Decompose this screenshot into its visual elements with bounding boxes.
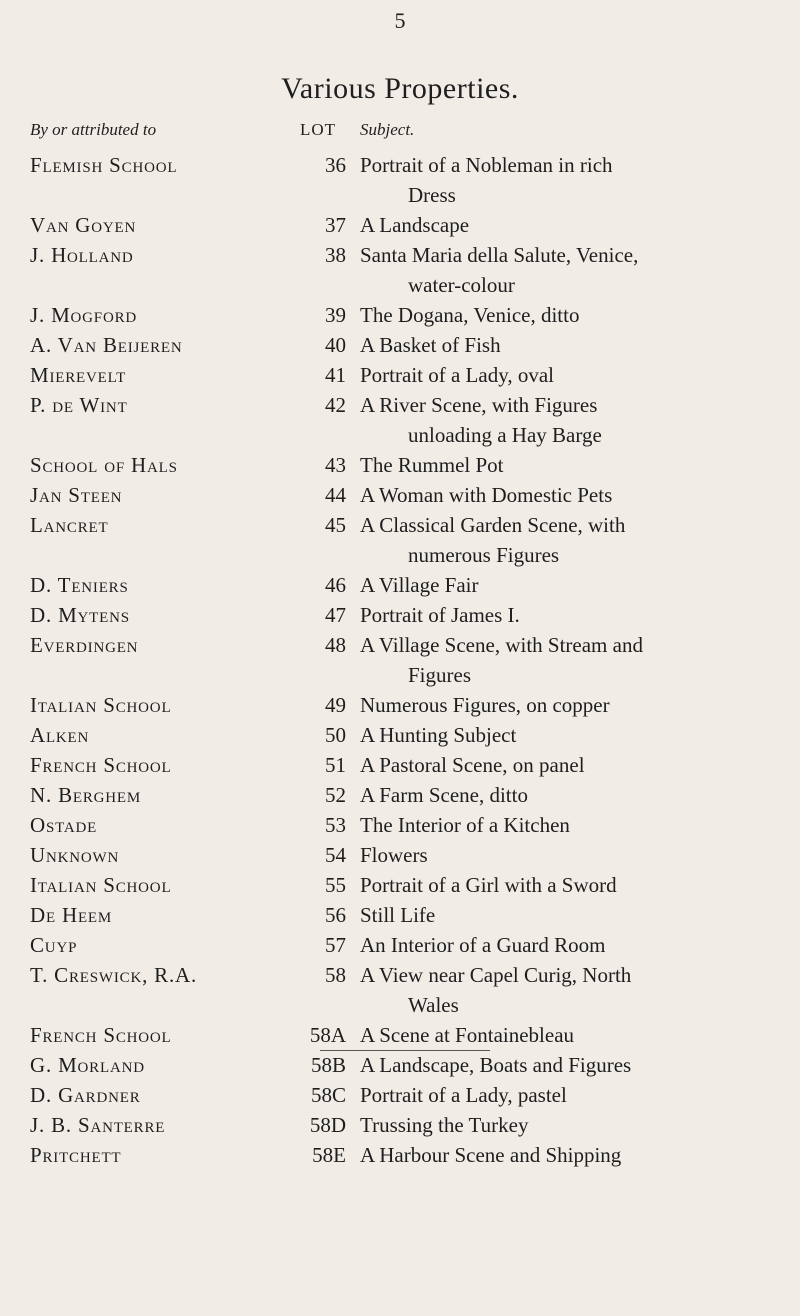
lot-number: 38: [325, 243, 346, 267]
artist-name: French School: [30, 1023, 172, 1047]
lot-row: [0, 300, 800, 330]
lot-number: 57: [325, 933, 346, 957]
lot-subject: [360, 240, 780, 300]
artist-name: Unknown: [30, 843, 120, 867]
lot-subject: [360, 1050, 780, 1080]
lot-subject: [360, 900, 780, 930]
lot-subject: [360, 480, 780, 510]
lot-subject: [360, 1140, 780, 1170]
lot-row: [0, 150, 800, 210]
lot-subject: [360, 630, 780, 690]
lot-subject-line: An Interior of a Guard Room: [360, 933, 606, 957]
artist-name: D. Gardner: [30, 1083, 141, 1107]
lot-number: 58D: [309, 1113, 346, 1137]
lot-row: [0, 810, 800, 840]
lot-number: 42: [325, 393, 346, 417]
artist-name: P. de Wint: [30, 393, 128, 417]
lot-subject-line: Portrait of a Nobleman in rich: [360, 153, 613, 177]
lot-row: [0, 1050, 800, 1080]
lot-subject-line: Still Life: [360, 903, 436, 927]
lot-number: 58A: [309, 1023, 346, 1047]
lot-subject-line: Portrait of a Lady, oval: [360, 363, 554, 387]
lot-number: 50: [325, 723, 346, 747]
lot-subject-line: The Interior of a Kitchen: [360, 813, 570, 837]
lot-row: [0, 450, 800, 480]
subject-column-header: Subject.: [360, 120, 415, 139]
lot-subject-line: The Rummel Pot: [360, 453, 504, 477]
lot-row: [0, 900, 800, 930]
lot-subject: [360, 390, 780, 450]
lot-number: 56: [325, 903, 346, 927]
lot-number: 48: [325, 633, 346, 657]
lot-row: [0, 930, 800, 960]
lot-subject: [360, 780, 780, 810]
artist-name: J. Mogford: [30, 303, 138, 327]
artist-name: G. Morland: [30, 1053, 145, 1077]
lot-subject: [360, 450, 780, 480]
lot-number: 58: [325, 963, 346, 987]
lot-row: [0, 1140, 800, 1170]
lot-number: 58E: [312, 1143, 346, 1167]
artist-name: De Heem: [30, 903, 113, 927]
lot-subject-line: A Woman with Domestic Pets: [360, 483, 613, 507]
artist-name: D. Teniers: [30, 573, 129, 597]
lot-list: [0, 150, 800, 1170]
lot-subject: [360, 930, 780, 960]
lot-number: 47: [325, 603, 346, 627]
lot-subject-line: A View near Capel Curig, North: [360, 963, 632, 987]
artist-name: Italian School: [30, 693, 172, 717]
lot-row: [0, 510, 800, 570]
lot-number: 52: [325, 783, 346, 807]
artist-column-header: By or attributed to: [30, 120, 157, 139]
artist-name: Pritchett: [30, 1143, 122, 1167]
lot-number: 43: [325, 453, 346, 477]
lot-number: 46: [325, 573, 346, 597]
lot-subject-continuation: numerous Figures: [408, 543, 560, 567]
lot-subject: [360, 720, 780, 750]
artist-name: Alken: [30, 723, 90, 747]
lot-subject: [360, 1080, 780, 1110]
artist-name: J. B. Santerre: [30, 1113, 166, 1137]
lot-row: [0, 720, 800, 750]
lot-subject-line: Portrait of a Girl with a Sword: [360, 873, 617, 897]
lot-subject-continuation: water-colour: [408, 273, 515, 297]
artist-name: Ostade: [30, 813, 98, 837]
lot-number: 54: [325, 843, 346, 867]
lot-number: 58C: [310, 1083, 346, 1107]
lot-row: [0, 240, 800, 300]
lot-subject-line: A Farm Scene, ditto: [360, 783, 528, 807]
lot-row: [0, 1020, 800, 1050]
lot-subject-line: A Scene at Fontainebleau: [360, 1023, 575, 1047]
lot-subject: [360, 300, 780, 330]
artist-name: School of Hals: [30, 453, 178, 477]
lot-number: 37: [325, 213, 346, 237]
artist-name: Lancret: [30, 513, 109, 537]
lot-number: 44: [325, 483, 346, 507]
lot-subject: [360, 600, 780, 630]
lot-subject-line: A Landscape, Boats and Figures: [360, 1053, 632, 1077]
artist-name: Everdingen: [30, 633, 139, 657]
lot-number: 36: [325, 153, 346, 177]
lot-row: [0, 1080, 800, 1110]
lot-subject: [360, 510, 780, 570]
lot-number: 49: [325, 693, 346, 717]
end-rule: [320, 1050, 490, 1051]
page-number: 5: [394, 8, 406, 33]
lot-subject-line: A Hunting Subject: [360, 723, 517, 747]
lot-row: [0, 330, 800, 360]
lot-subject-line: Numerous Figures, on copper: [360, 693, 610, 717]
artist-name: N. Berghem: [30, 783, 142, 807]
page-title: Various Properties.: [281, 72, 519, 105]
lot-row: [0, 870, 800, 900]
lot-number: 40: [325, 333, 346, 357]
lot-subject: [360, 840, 780, 870]
lot-subject-line: A Basket of Fish: [360, 333, 501, 357]
lot-number: 55: [325, 873, 346, 897]
artist-name: Mierevelt: [30, 363, 127, 387]
lot-subject-line: A Village Fair: [360, 573, 479, 597]
lot-row: [0, 690, 800, 720]
lot-subject-continuation: Dress: [408, 183, 456, 207]
lot-subject: [360, 150, 780, 210]
lot-subject: [360, 1020, 780, 1050]
lot-subject: [360, 960, 780, 1020]
artist-name: A. Van Beijeren: [30, 333, 183, 357]
lot-number: 58B: [310, 1053, 346, 1077]
lot-subject-line: Trussing the Turkey: [360, 1113, 529, 1137]
lot-number: 51: [325, 753, 346, 777]
artist-name: Flemish School: [30, 153, 178, 177]
lot-row: [0, 390, 800, 450]
lot-subject-line: The Dogana, Venice, ditto: [360, 303, 580, 327]
lot-subject: [360, 1110, 780, 1140]
lot-row: [0, 780, 800, 810]
lot-row: [0, 960, 800, 1020]
lot-row: [0, 570, 800, 600]
lot-subject: [360, 810, 780, 840]
lot-subject-line: A Landscape: [360, 213, 470, 237]
lot-subject: [360, 690, 780, 720]
lot-row: [0, 840, 800, 870]
lot-row: [0, 750, 800, 780]
lot-number: 39: [325, 303, 346, 327]
lot-number: 45: [325, 513, 346, 537]
lot-subject-line: Flowers: [360, 843, 428, 867]
lot-column-header: LOT: [300, 120, 337, 139]
lot-subject-line: A River Scene, with Figures: [360, 393, 598, 417]
lot-subject-line: Portrait of James I.: [360, 603, 520, 627]
lot-subject-line: Santa Maria della Salute, Venice,: [360, 243, 639, 267]
lot-subject-line: A Pastoral Scene, on panel: [360, 753, 585, 777]
artist-name: T. Creswick, R.A.: [30, 963, 198, 987]
lot-row: [0, 360, 800, 390]
lot-row: [0, 1110, 800, 1140]
lot-row: [0, 210, 800, 240]
lot-row: [0, 600, 800, 630]
artist-name: Cuyp: [30, 933, 78, 957]
lot-subject-continuation: Figures: [408, 663, 471, 687]
artist-name: French School: [30, 753, 172, 777]
lot-subject: [360, 210, 780, 240]
artist-name: J. Holland: [30, 243, 134, 267]
lot-subject-continuation: unloading a Hay Barge: [408, 423, 602, 447]
lot-number: 53: [325, 813, 346, 837]
lot-subject: [360, 570, 780, 600]
lot-subject: [360, 360, 780, 390]
lot-subject: [360, 870, 780, 900]
artist-name: D. Mytens: [30, 603, 130, 627]
lot-subject-continuation: Wales: [408, 993, 459, 1017]
lot-subject: [360, 330, 780, 360]
lot-number: 41: [325, 363, 346, 387]
lot-row: [0, 630, 800, 690]
lot-subject-line: A Village Scene, with Stream and: [360, 633, 643, 657]
lot-subject-line: A Harbour Scene and Shipping: [360, 1143, 622, 1167]
artist-name: Jan Steen: [30, 483, 123, 507]
artist-name: Italian School: [30, 873, 172, 897]
artist-name: Van Goyen: [30, 213, 137, 237]
lot-subject: [360, 750, 780, 780]
lot-subject-line: A Classical Garden Scene, with: [360, 513, 626, 537]
lot-subject-line: Portrait of a Lady, pastel: [360, 1083, 567, 1107]
lot-row: [0, 480, 800, 510]
